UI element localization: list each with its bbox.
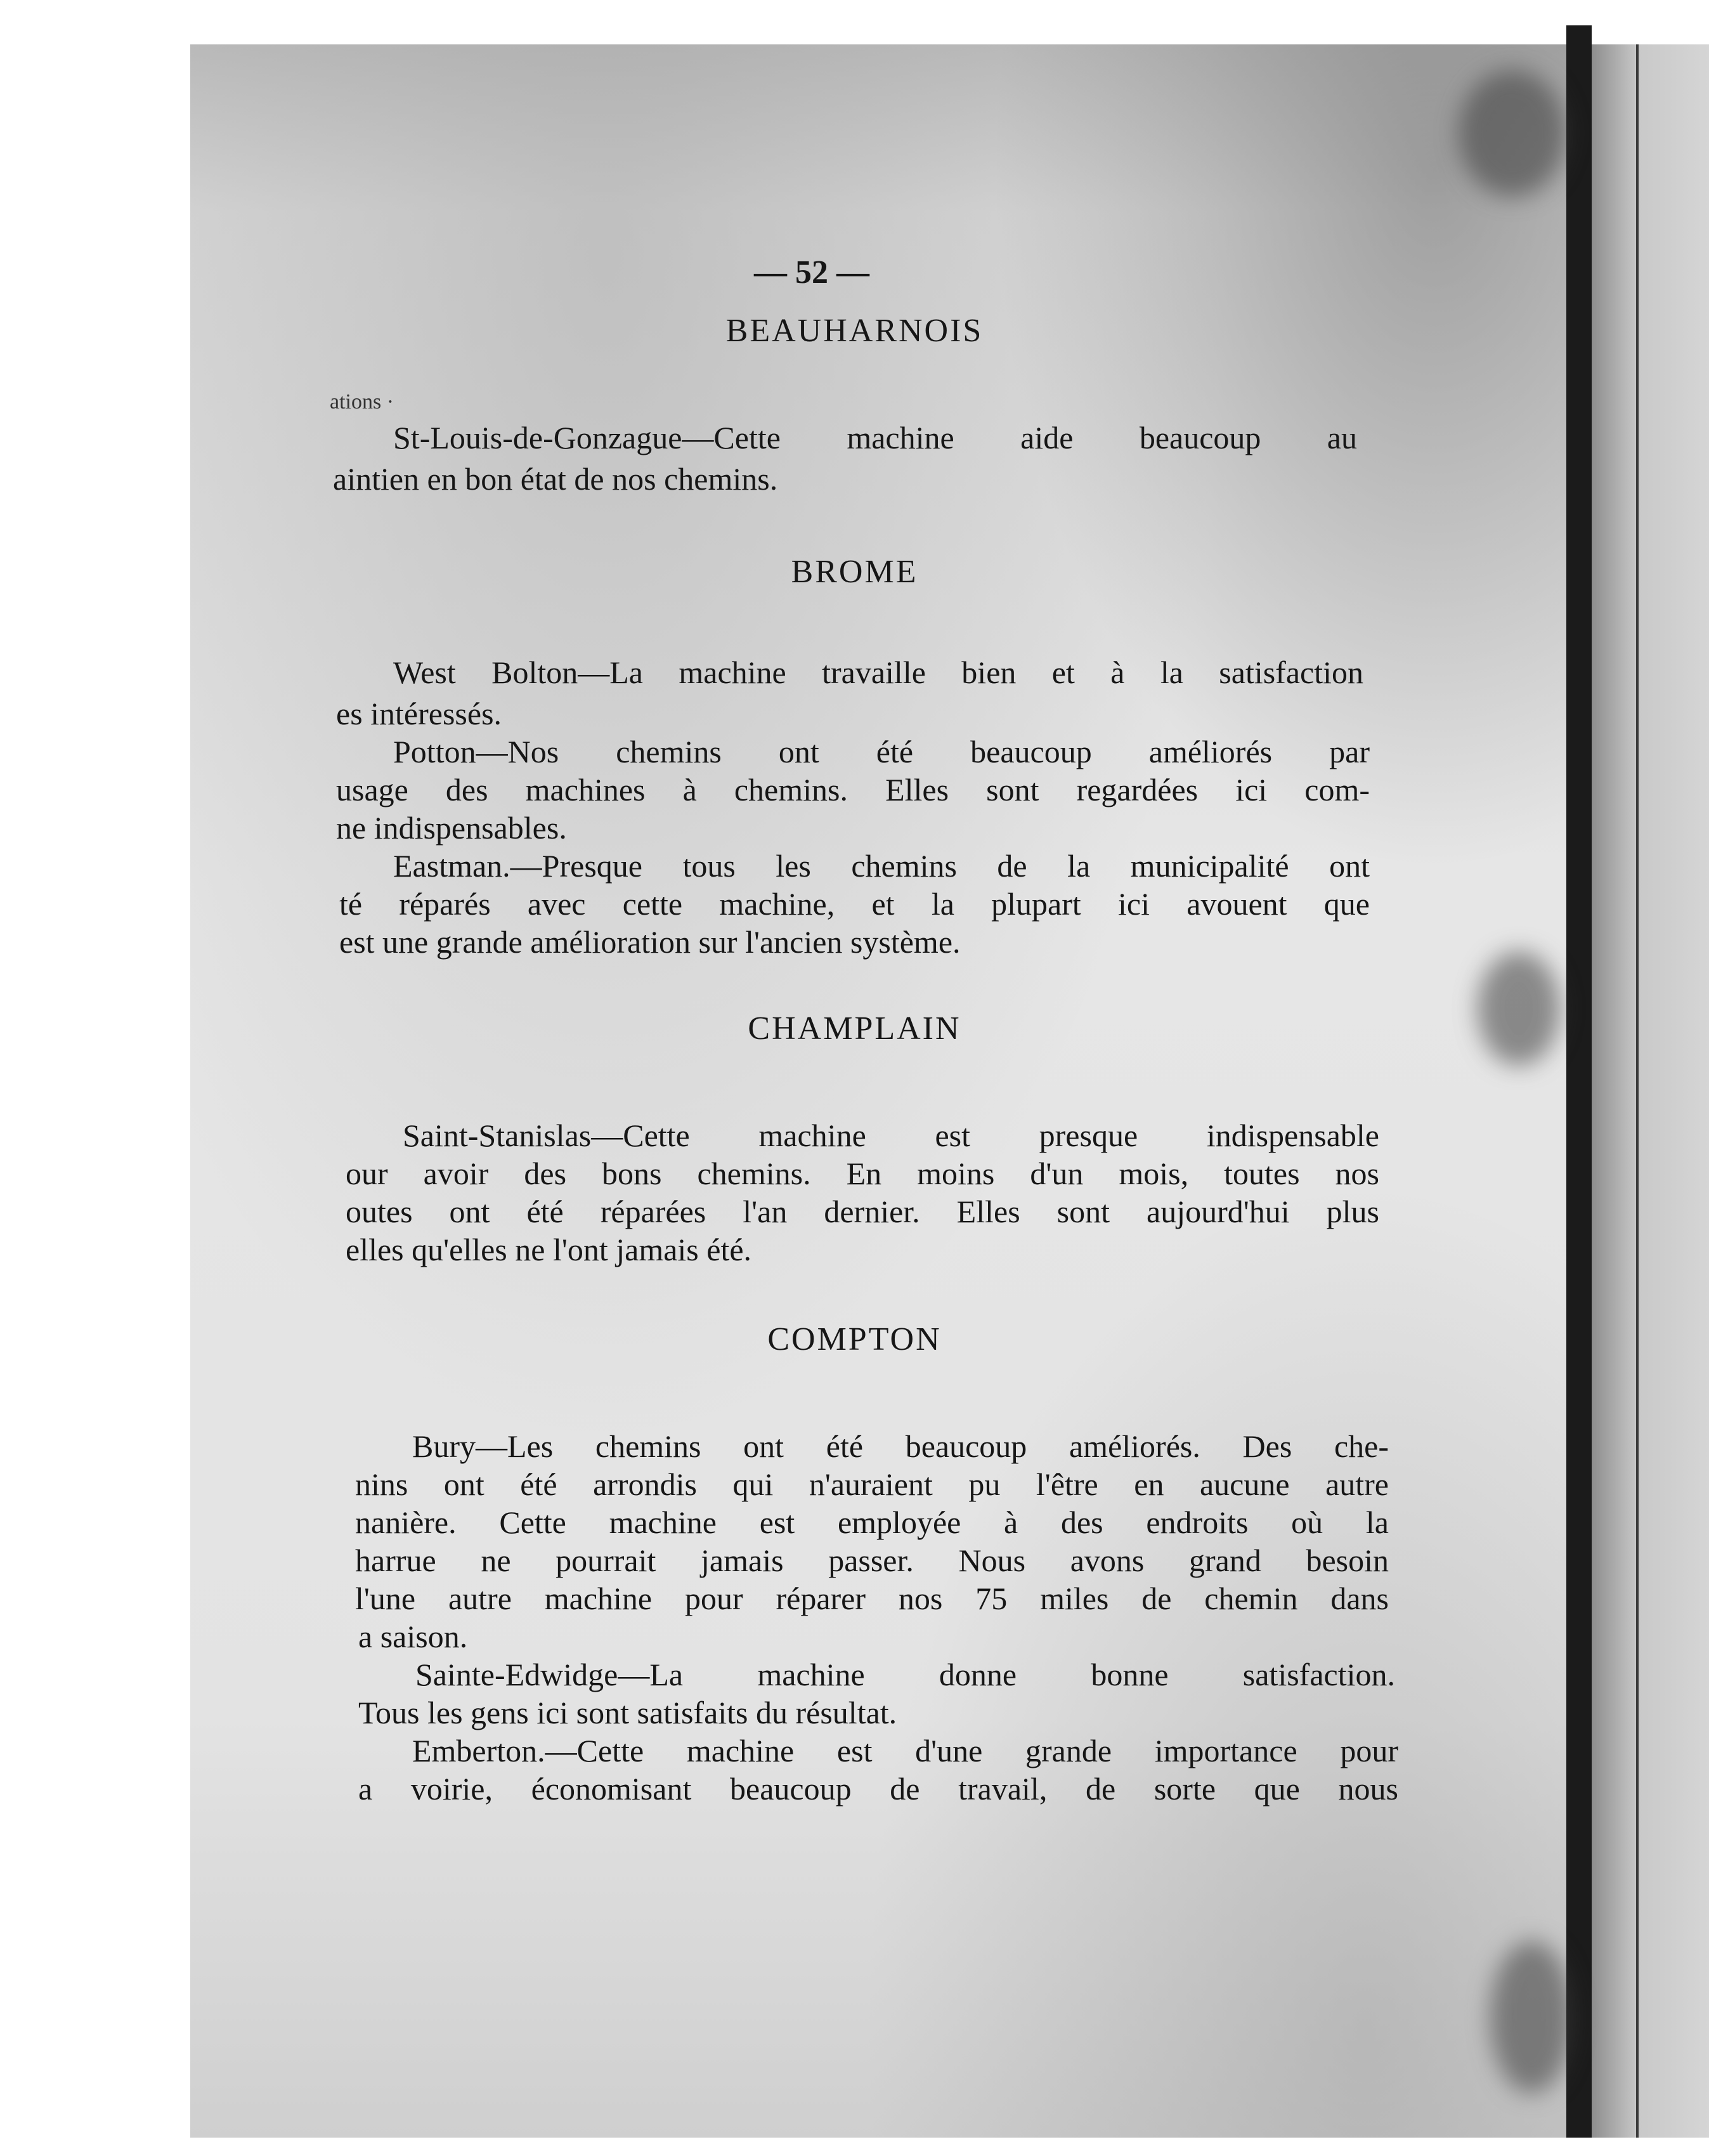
text-line: est une grande amélioration sur l'ancien système. (339, 924, 961, 960)
text-line: usage des machines à chemins. Elles sont regardées ici com- (336, 772, 1370, 807)
text-line: l'une autre machine pour réparer nos 75 miles de chemin dans (355, 1581, 1389, 1616)
clipped-text-fragment: ations · (330, 390, 394, 414)
text-line: ne indispensables. (336, 810, 567, 846)
text-line: Potton—Nos chemins ont été beaucoup améliorés par (393, 734, 1370, 769)
section-heading-champlain: CHAMPLAIN (748, 1010, 961, 1047)
text-line: té réparés avec cette machine, et la plupart ici avouent que (339, 886, 1370, 922)
text-line: a saison. (358, 1619, 468, 1654)
text-line: aintien en bon état de nos chemins. (333, 461, 778, 497)
text-line: elles qu'elles ne l'ont jamais été. (346, 1232, 752, 1267)
text-line: Tous les gens ici sont satisfaits du résultat. (358, 1695, 897, 1730)
text-line: Sainte-Edwidge—La machine donne bonne satisfaction. (415, 1657, 1395, 1692)
text-line: harrue ne pourrait jamais passer. Nous avons grand besoin (355, 1543, 1389, 1578)
text-line: Bury—Les chemins ont été beaucoup améliorés. Des che- (412, 1428, 1389, 1464)
text-line: our avoir des bons chemins. En moins d'un mois, toutes nos (346, 1156, 1379, 1191)
text-line: nanière. Cette machine est employée à des endroits où la (355, 1505, 1389, 1540)
text-line: Emberton.—Cette machine est d'une grande importance pour (412, 1733, 1398, 1768)
text-line: a voirie, économisant beaucoup de travail, de sorte que nous (358, 1771, 1398, 1806)
section-heading-beauharnois: BEAUHARNOIS (725, 313, 984, 349)
text-line: Eastman.—Presque tous les chemins de la municipalité ont (393, 848, 1370, 884)
text-line: es intéressés. (336, 696, 502, 731)
text-line: St-Louis-de-Gonzague—Cette machine aide beaucoup au (393, 420, 1357, 455)
text-line: Saint-Stanislas—Cette machine est presque indispensable (403, 1118, 1379, 1153)
section-heading-compton: COMPTON (767, 1321, 942, 1357)
text-line: West Bolton—La machine travaille bien et à la satisfaction (393, 655, 1363, 690)
text-line: outes ont été réparées l'an dernier. Elles sont aujourd'hui plus (346, 1194, 1379, 1229)
section-heading-brome: BROME (791, 554, 918, 590)
page-number: — 52 — (754, 254, 869, 291)
text-line: nins ont été arrondis qui n'auraient pu l'être en aucune autre (355, 1467, 1389, 1502)
